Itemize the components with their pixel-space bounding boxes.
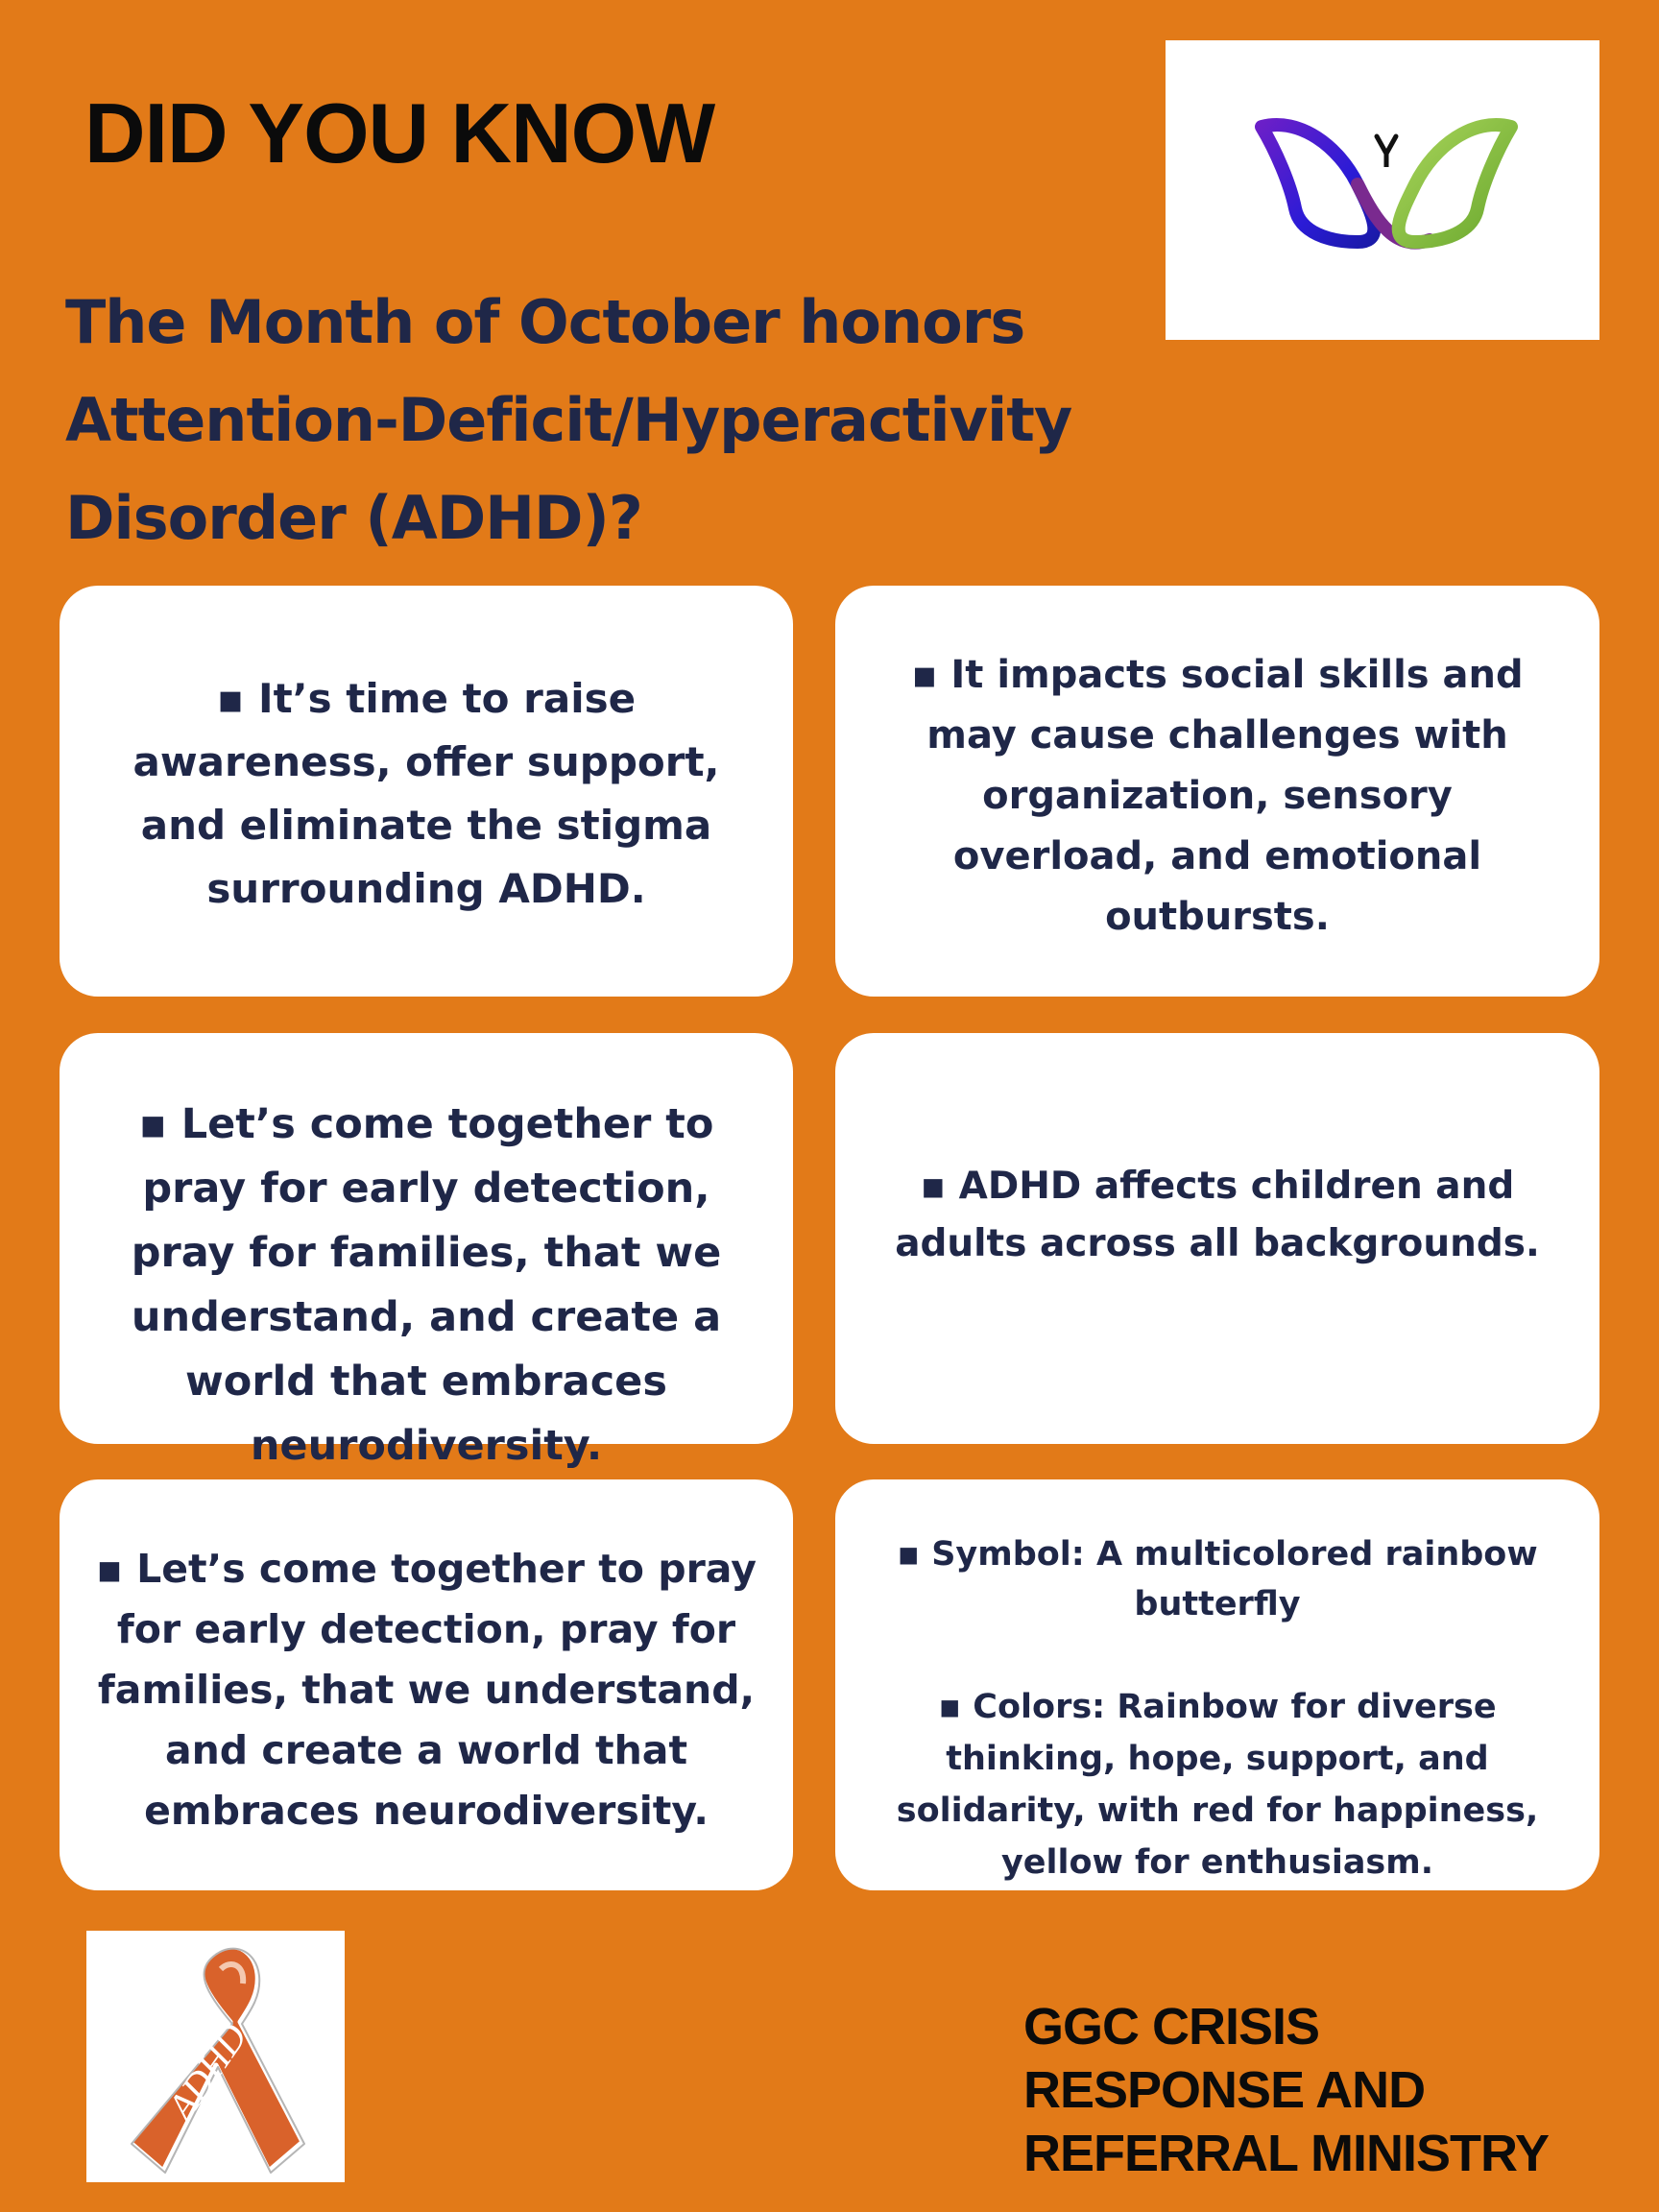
card-text: ▪ It’s time to raise awareness, offer support, and eliminate the stigma surrounding ADHD. [132, 675, 720, 912]
ministry-line-2: RESPONSE AND [1023, 2061, 1426, 2119]
card-text: ▪ ADHD affects children and adults across all backgrounds. [895, 1165, 1540, 1265]
info-card-prayer-repeat [60, 1479, 793, 1890]
awareness-ribbon-icon [86, 1931, 345, 2182]
ministry-line-1: GGC CRISIS [1023, 1998, 1320, 2056]
card-text: ▪ Let’s come together to pray for early detection, pray for families, that we understand, and create a world that embraces neurodiversity. [96, 1546, 757, 1834]
colors-text: ▪ Colors: Rainbow for diverse thinking, hope, support, and solidarity, with red for happiness, yellow for enthusiasm. [896, 1688, 1539, 1882]
info-card-social-skills [835, 586, 1599, 997]
info-card-awareness [60, 586, 793, 997]
ribbon-panel [86, 1931, 345, 2182]
ribbon-label: ADHD [158, 2015, 256, 2128]
ministry-line-3: REFERRAL MINISTRY [1023, 2125, 1550, 2182]
card-text: ▪ Let’s come together to pray for early detection, pray for families, that we understand, and create a world that embraces neurodiversity. [131, 1100, 722, 1470]
info-card-affects-all [835, 1033, 1599, 1444]
card-text: ▪ It impacts social skills and may cause challenges with organization, sensory overload, and emotional outbursts. [911, 653, 1524, 939]
butterfly-logo-icon [1242, 108, 1530, 261]
info-card-symbol-colors [835, 1479, 1599, 1890]
info-card-prayer [60, 1033, 793, 1470]
page-headline: The Month of October honors Attention-Deficit/Hyperactivity Disorder (ADHD)? [65, 287, 1072, 553]
ministry-name [1023, 1995, 1619, 2185]
symbol-text: ▪ Symbol: A multicolored rainbow butterfly [897, 1535, 1538, 1623]
kicker-title: DID YOU KNOW [84, 85, 715, 180]
logo-panel [1166, 40, 1599, 340]
